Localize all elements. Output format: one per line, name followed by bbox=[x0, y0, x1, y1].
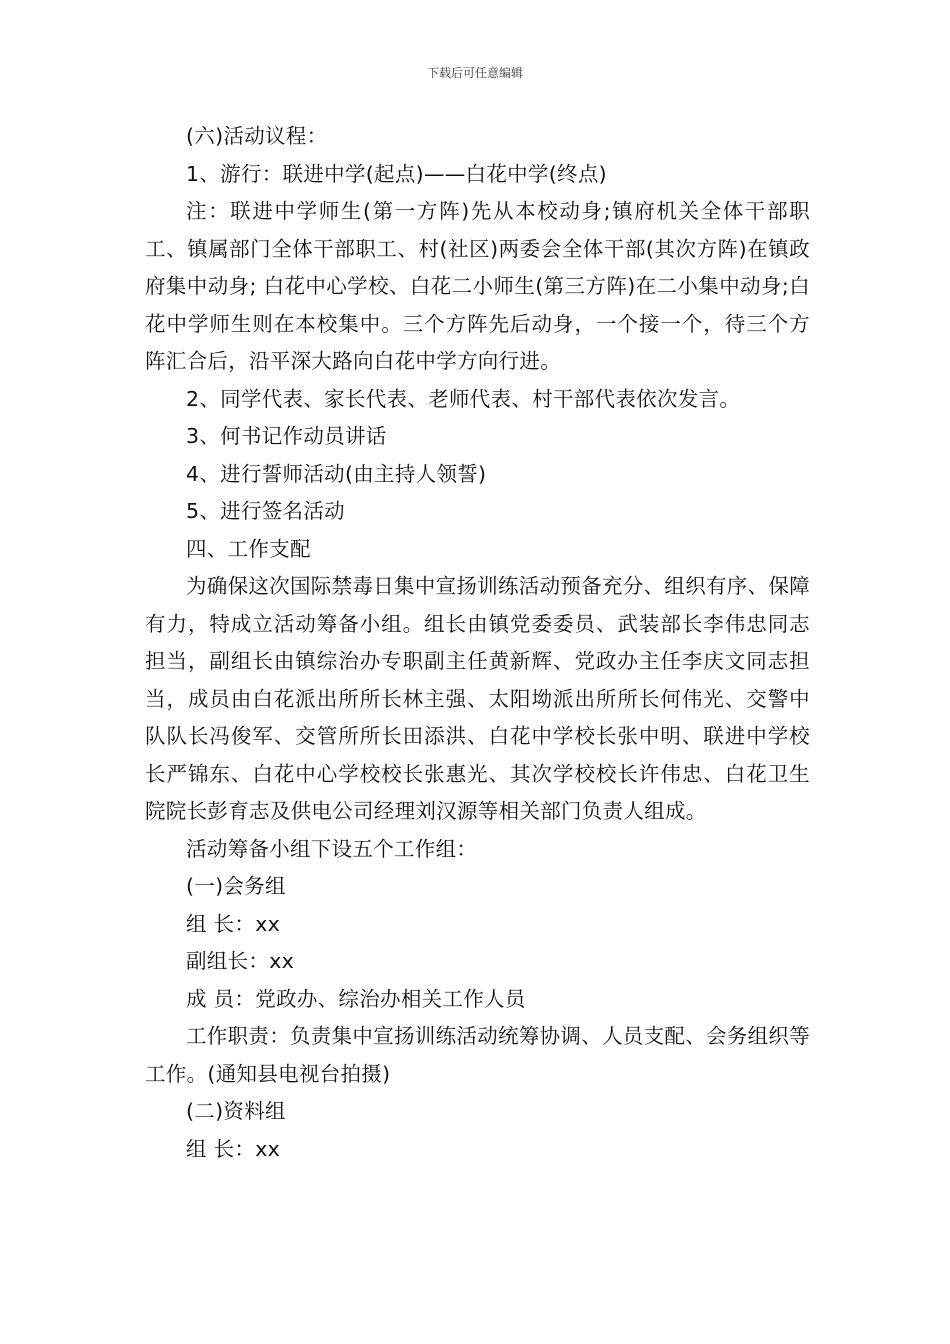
paragraph-materials-group: (二)资料组 bbox=[186, 1099, 286, 1123]
paragraph-mobilization: 3、何书记作动员讲话 bbox=[186, 424, 387, 448]
paragraph-affairs-members: 成 员：党政办、综治办相关工作人员 bbox=[186, 986, 526, 1011]
paragraph-affairs-duties: 工作职责：负责集中宣扬训练活动统筹协调、人员支配、会务组织等工作。(通知县电视台拍摄) bbox=[145, 1024, 810, 1086]
page-header: 下载后可任意编辑 bbox=[426, 66, 523, 80]
document-body bbox=[145, 118, 810, 1168]
paragraph-oath: 4、进行誓师活动(由主持人领誓) bbox=[186, 461, 487, 486]
paragraph-working-groups: 活动筹备小组下设五个工作组： bbox=[186, 836, 478, 861]
paragraph-work-arrangement-heading: 四、工作支配 bbox=[186, 536, 311, 561]
paragraph-affairs-group: (一)会务组 bbox=[186, 874, 286, 898]
paragraph-materials-leader: 组 长：xx bbox=[186, 1136, 281, 1161]
paragraph-parade-note: 注：联进中学师生(第一方阵)先从本校动身;镇府机关全体干部职工、镇属部门全体干部职工、村(社区)两委会全体干部(其次方阵)在镇政府集中动身; 白花中心学校、白花二小师生(第三方阵)在二小集中动身;白花中学师生则在本校集中。三个方阵先后动身，一个接一个，待三个方阵汇合后，沿平深大路向白花中学方向行进。 bbox=[145, 199, 810, 373]
paragraph-affairs-leader: 组 长：xx bbox=[186, 911, 281, 936]
paragraph-parade: 1、游行：联进中学(起点)——白花中学(终点) bbox=[186, 161, 607, 186]
paragraph-speeches: 2、同学代表、家长代表、老师代表、村干部代表依次发言。 bbox=[186, 386, 741, 411]
paragraph-agenda-heading: (六)活动议程： bbox=[186, 124, 328, 148]
paragraph-signing: 5、进行签名活动 bbox=[186, 499, 345, 523]
paragraph-preparation-team: 为确保这次国际禁毒日集中宣扬训练活动预备充分、组织有序、保障有力，特成立活动筹备小组。组长由镇党委委员、武装部长李伟忠同志担当，副组长由镇综治办专职副主任黄新辉、党政办主任李庆文同志担当，成员由白花派出所所长林主强、太阳坳派出所所长何伟光、交警中队队长冯俊军、交管所所长田添洪、白花中学校长张中明、联进中学校长严锦东、白花中心学校校长张惠光、其次学校校长许伟忠、白花卫生院院长彭育志及供电公司经理刘汉源等相关部门负责人组成。 bbox=[145, 574, 810, 823]
paragraph-affairs-deputy: 副组长：xx bbox=[186, 949, 295, 973]
